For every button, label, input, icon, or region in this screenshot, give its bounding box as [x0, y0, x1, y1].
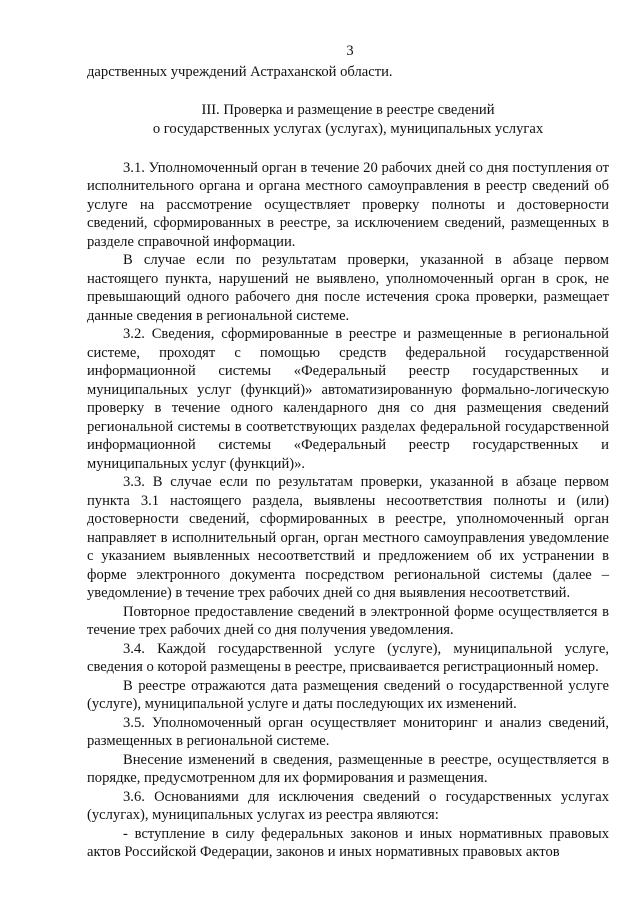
paragraph-3-4-second: В реестре отражаются дата размещения сведений о государственной услуге (услуге), муниципальной услуге и даты последующих их изменений.	[87, 677, 609, 712]
paragraph-3-5: 3.5. Уполномоченный орган осуществляет мониторинг и анализ сведений, размещенных в региональной системе.	[87, 714, 609, 749]
section-title	[87, 101, 609, 139]
section-title-line-2: о государственных услугах (услугах), муниципальных услугах	[152, 120, 544, 137]
page-number: 3	[346, 43, 354, 59]
paragraph-3-4: 3.4. Каждой государственной услуге (услуге), муниципальной услуге, сведения о которой размещены в реестре, присваивается регистрационный номер.	[87, 640, 609, 675]
lead-line: дарственных учреждений Астраханской области.	[87, 64, 393, 80]
paragraph-3-3-second: Повторное предоставление сведений в электронной форме осуществляется в течение трех рабочих дней со дня получения уведомления.	[87, 603, 609, 638]
paragraph-3-6-item-1: - вступление в силу федеральных законов и иных нормативных правовых актов Российской Федерации, законов и иных нормативных правовых актов	[87, 825, 609, 860]
section-title-line-1: III. Проверка и размещение в реестре сведений	[201, 101, 495, 118]
paragraph-3-5-second: Внесение изменений в сведения, размещенные в реестре, осуществляется в порядке, предусмотренном для их формирования и размещения.	[87, 751, 609, 786]
paragraph-3-1-second: В случае если по результатам проверки, указанной в абзаце первом настоящего пункта, нарушений не выявлено, уполномоченный орган в срок, не превышающий одного рабочего дня после истечения срока проверки, размещает данные сведения в региональной системе.	[87, 252, 609, 324]
paragraph-3-3: 3.3. В случае если по результатам проверки, указанной в абзаце первом пункта 3.1 настоящего раздела, выявлены несоответствия полноты и (или) достоверности сведений, сформированных в реестре, уполномоченный орган направляет в исполнительный орган, орган местного самоуправления уведомление с указанием выявленных несоответствий и предложением об их устранении в форме электронного документа посредством региональной системы (далее – уведомление) в течение трех рабочих дней со дня выявления несоответствий.	[87, 474, 609, 601]
paragraph-3-2: 3.2. Сведения, сформированные в реестре и размещенные в региональной системе, проходят с помощью средств федеральной государственной информационной системы «Федеральный реестр государственных и муниципальных услуг (функций)» автоматизированную формально-логическую проверку в течение одного календарного дня со дня размещения сведений региональной системы в соответствующих разделах федеральной государственной информационной системы «Федеральный реестр государственных и муниципальных услуг (функций)».	[87, 326, 609, 472]
document-body	[87, 63, 609, 862]
paragraph-3-6: 3.6. Основаниями для исключения сведений о государственных услугах (услугах), муниципальных услугах из реестра являются:	[87, 788, 609, 823]
paragraph-3-1: 3.1. Уполномоченный орган в течение 20 рабочих дней со дня поступления от исполнительного органа и органа местного самоуправления в реестр сведений об услуге на рассмотрение осуществляет проверку полноты и достоверности сведений, сформированных в реестре, за исключением сведений, размещенных в разделе справочной информации.	[87, 159, 609, 250]
